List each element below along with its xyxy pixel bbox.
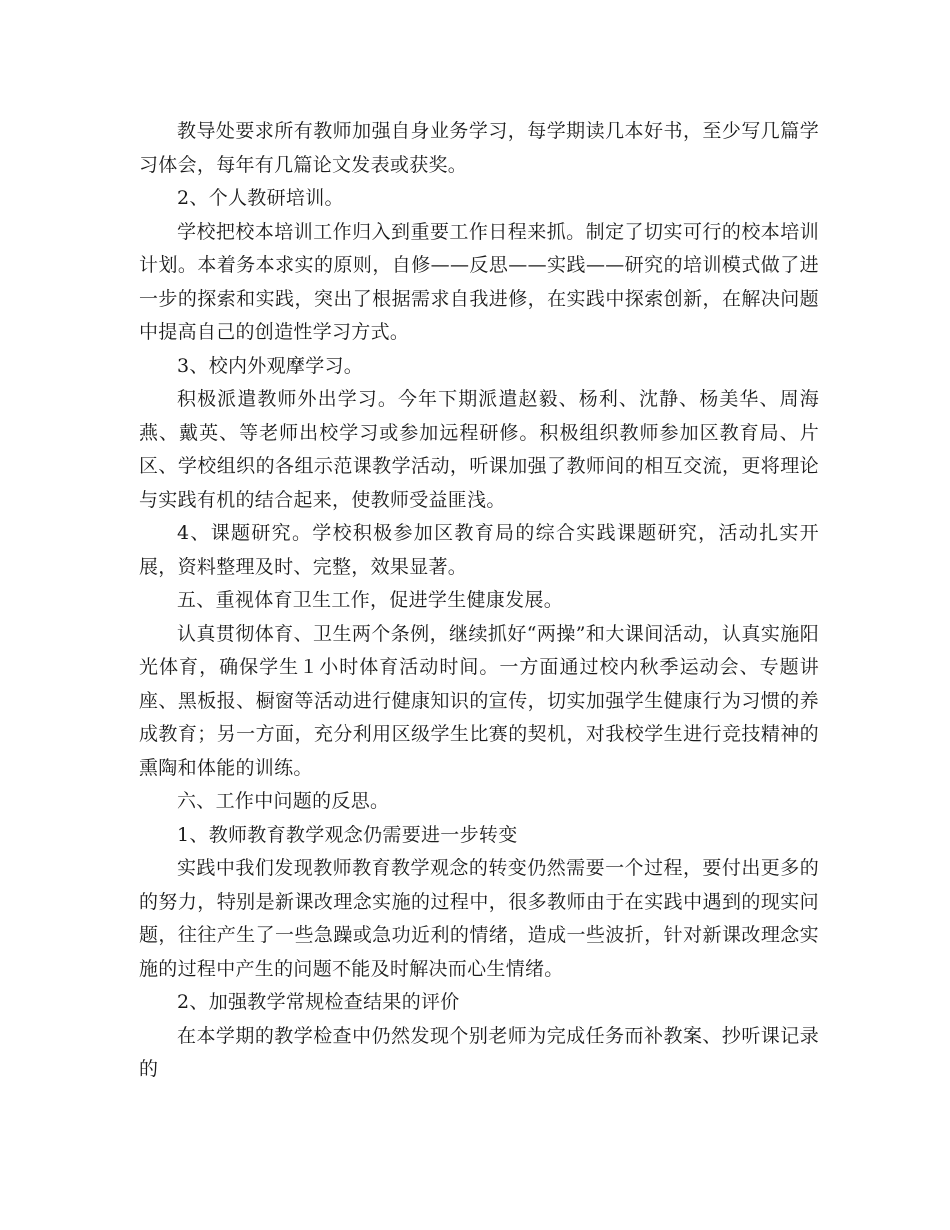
paragraph: 学校把校本培训工作归入到重要工作日程来抓。制定了切实可行的校本培训计划。本着务本求实的原则，自修——反思——实践——研究的培训模式做了进一步的探索和实践，突出了根据需求自我进修，在实践中探索创新，在解决问题中提高自己的创造性学习方式。 — [139, 220, 819, 343]
paragraph: 在本学期的教学检查中仍然发现个别老师为完成任务而补教案、抄听课记录的 — [139, 1024, 819, 1080]
section-heading: 六、工作中问题的反思。 — [177, 790, 390, 812]
paragraph: 积极派遣教师外出学习。今年下期派遣赵毅、杨利、沈静、杨美华、周海燕、戴英、等老师出校学习或参加远程研修。积极组织教师参加区教育局、片区、学校组织的各组示范课教学活动，听课加强了教师间的相互交流，更将理论与实践有机的结合起来，使教师受益匪浅。 — [139, 388, 819, 511]
paragraph: 4、课题研究。学校积极参加区教育局的综合实践课题研究，活动扎实开展，资料整理及时、完整，效果显著。 — [139, 522, 819, 578]
section-heading: 五、重视体育卫生工作，促进学生健康发展。 — [177, 589, 564, 611]
document-body — [139, 115, 819, 1087]
paragraph: 教导处要求所有教师加强自身业务学习，每学期读几本好书，至少写几篇学习体会，每年有几篇论文发表或获奖。 — [139, 120, 819, 176]
section-heading: 1、教师教育教学观念仍需要进一步转变 — [177, 823, 518, 846]
paragraph: 实践中我们发现教师教育教学观念的转变仍然需要一个过程，要付出更多的的努力，特别是新课改理念实施的过程中，很多教师由于在实践中遇到的现实问题，往往产生了一些急躁或急功近利的情绪，造成一些波折，针对新课改理念实施的过程中产生的问题不能及时解决而心生情绪。 — [139, 857, 819, 980]
paragraph: 认真贯彻体育、卫生两个条例，继续抓好“两操”和大课间活动，认真实施阳光体育，确保学生１小时体育活动时间。一方面通过校内秋季运动会、专题讲座、黑板报、橱窗等活动进行健康知识的宣传，切实加强学生健康行为习惯的养成教育；另一方面，充分利用区级学生比赛的契机，对我校学生进行竞技精神的熏陶和体能的训练。 — [139, 622, 819, 779]
section-heading: 2、加强教学常规检查结果的评价 — [177, 991, 460, 1013]
section-heading: 2、个人教研培训。 — [177, 187, 344, 209]
section-heading: 3、校内外观摩学习。 — [177, 354, 364, 377]
